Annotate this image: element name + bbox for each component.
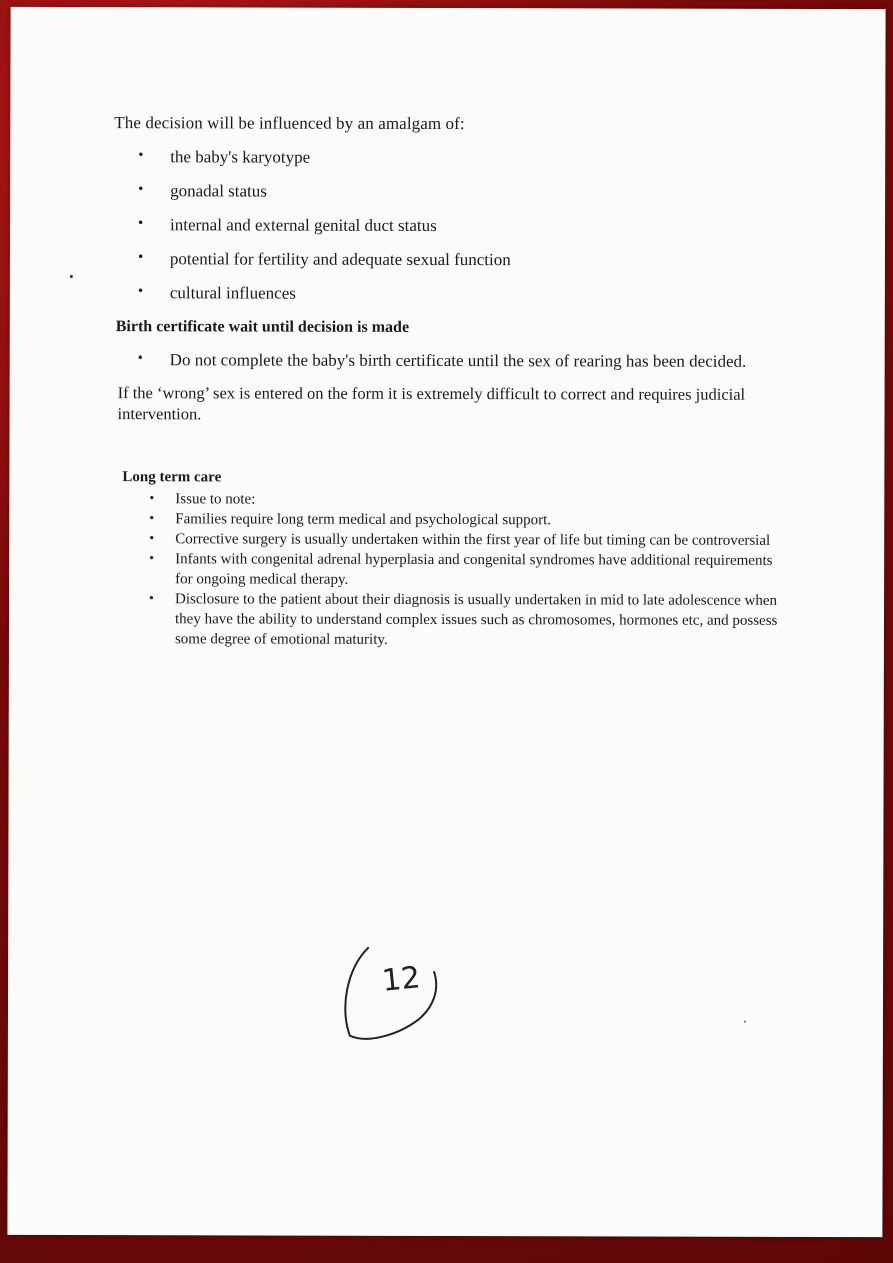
factors-list [138, 147, 511, 318]
list-item: • potential for fertility and adequate sexual function [137, 249, 511, 270]
list-item: • the baby's karyotype [138, 147, 311, 167]
birth-certificate-note: If the ‘wrong’ sex is entered on the form it is extremely difficult to correct and requires judicial intervention. [117, 383, 746, 424]
bullet-icon: • [138, 147, 144, 164]
birth-certificate-heading: Birth certificate wait until decision is made [115, 318, 410, 336]
bullet-icon: • [138, 181, 144, 198]
long-term-care-list [149, 489, 779, 651]
bullet-icon: • [149, 491, 155, 507]
list-item: • internal and external genital duct status [138, 215, 437, 235]
bullet-icon: • [149, 511, 155, 527]
page-number-text: 12 [380, 960, 422, 999]
bullet-icon: • [137, 350, 143, 367]
list-item: • Corrective surgery is usually undertaken within the first year of life but timing can be controversial [149, 531, 771, 549]
bullet-icon: • [149, 591, 154, 607]
list-item: • Do not complete the baby's birth certificate until the sex of rearing has been decided. [137, 350, 747, 371]
list-item: • Issue to note: [149, 491, 256, 508]
bullet-icon: • [137, 249, 144, 266]
stray-mark [744, 1021, 746, 1023]
list-item: • Families require long term medical and psychological support. [149, 511, 552, 529]
intro-sentence: The decision will be influenced by an amalgam of: [114, 113, 465, 134]
list-item: • Infants with congenital adrenal hyperplasia and congenital syndromes have additional requirements for ongoing medical therapy. [149, 551, 773, 588]
stray-mark [70, 275, 73, 278]
list-item: • Disclosure to the patient about their diagnosis is usually undertaken in mid to late adolescence when they have the ability to understand complex issues such as chromosomes, hormones etc, and possess some degree of emotional maturity. [149, 591, 778, 648]
list-item: • cultural influences [137, 283, 296, 303]
long-term-care-heading: Long term care [122, 469, 222, 486]
bullet-icon: • [149, 551, 155, 567]
birth-certificate-list [138, 350, 747, 372]
document-page [7, 7, 885, 1237]
bullet-icon: • [138, 215, 144, 232]
handwritten-page-number [338, 940, 448, 1050]
bullet-icon: • [137, 283, 144, 300]
bullet-icon: • [149, 531, 155, 547]
list-item: • gonadal status [138, 181, 267, 201]
